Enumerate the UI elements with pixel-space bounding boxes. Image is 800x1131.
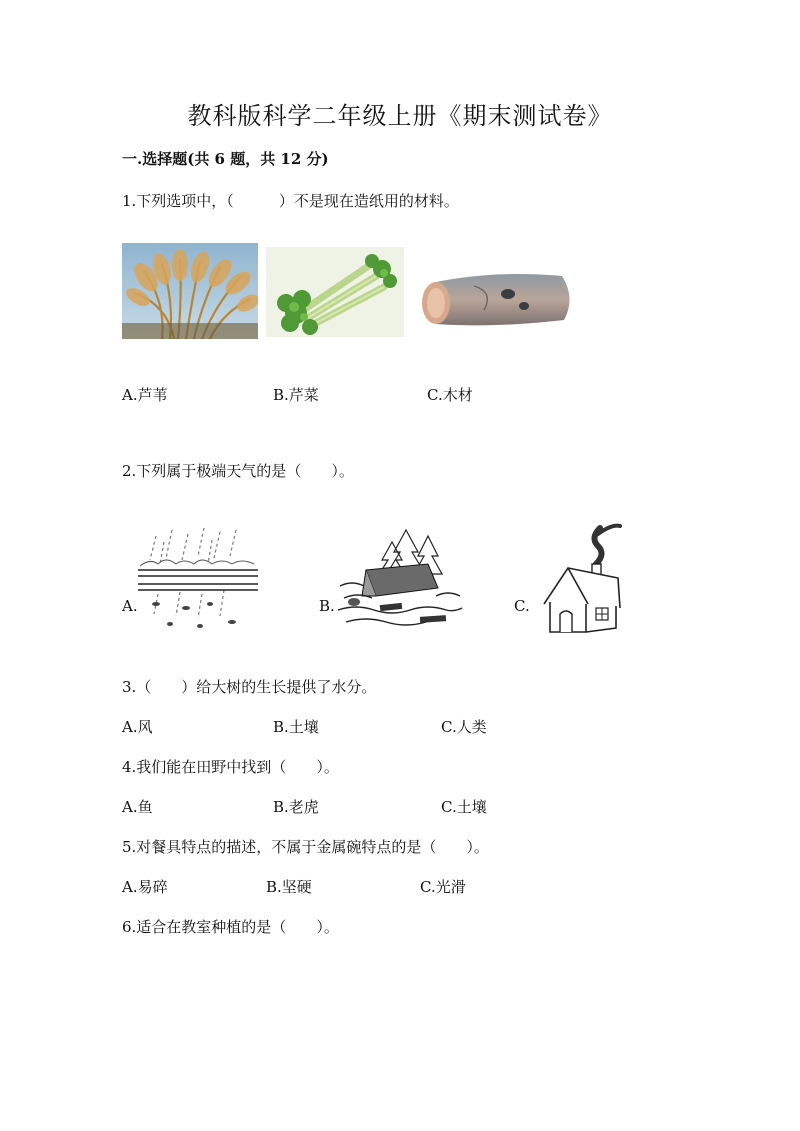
reed-photo <box>122 243 258 339</box>
q5-option-a: A.易碎 <box>122 878 168 896</box>
q1-option-c: C.木材 <box>427 386 473 404</box>
house-chimney-sketch <box>540 520 624 636</box>
q4-option-c: C.土壤 <box>441 798 487 816</box>
q5-option-b: B.坚硬 <box>266 878 312 896</box>
section-heading: 一.选择题(共 6 题，共 12 分) <box>122 150 329 168</box>
q3-option-c: C.人类 <box>441 718 487 736</box>
q4-option-b: B.老虎 <box>273 798 319 816</box>
q3-option-b: B.土壤 <box>273 718 319 736</box>
q4-option-a: A.鱼 <box>122 798 153 816</box>
celery-photo <box>266 247 404 337</box>
page-title: 教科版科学二年级上册《期末测试卷》 <box>187 102 613 130</box>
question-1: 1.下列选项中，（ ）不是现在造纸用的材料。 <box>122 192 459 210</box>
question-6: 6.适合在教室种植的是（ ）。 <box>122 918 339 936</box>
q2-option-c: C. <box>514 597 530 615</box>
q1-option-a: A.芦苇 <box>122 386 168 404</box>
q2-option-b: B. <box>319 597 335 615</box>
question-3: 3.（ ）给大树的生长提供了水分。 <box>122 678 377 696</box>
question-4: 4.我们能在田野中找到（ ）。 <box>122 758 339 776</box>
question-5: 5.对餐具特点的描述，不属于金属碗特点的是（ ）。 <box>122 838 489 856</box>
log-photo <box>414 266 576 332</box>
q5-option-c: C.光滑 <box>420 878 466 896</box>
rain-sketch <box>136 524 260 632</box>
flood-house-sketch <box>336 526 466 630</box>
q2-option-a: A. <box>122 597 138 615</box>
q1-option-b: B.芹菜 <box>273 386 319 404</box>
question-2: 2.下列属于极端天气的是（ ）。 <box>122 462 354 480</box>
q3-option-a: A.风 <box>122 718 153 736</box>
